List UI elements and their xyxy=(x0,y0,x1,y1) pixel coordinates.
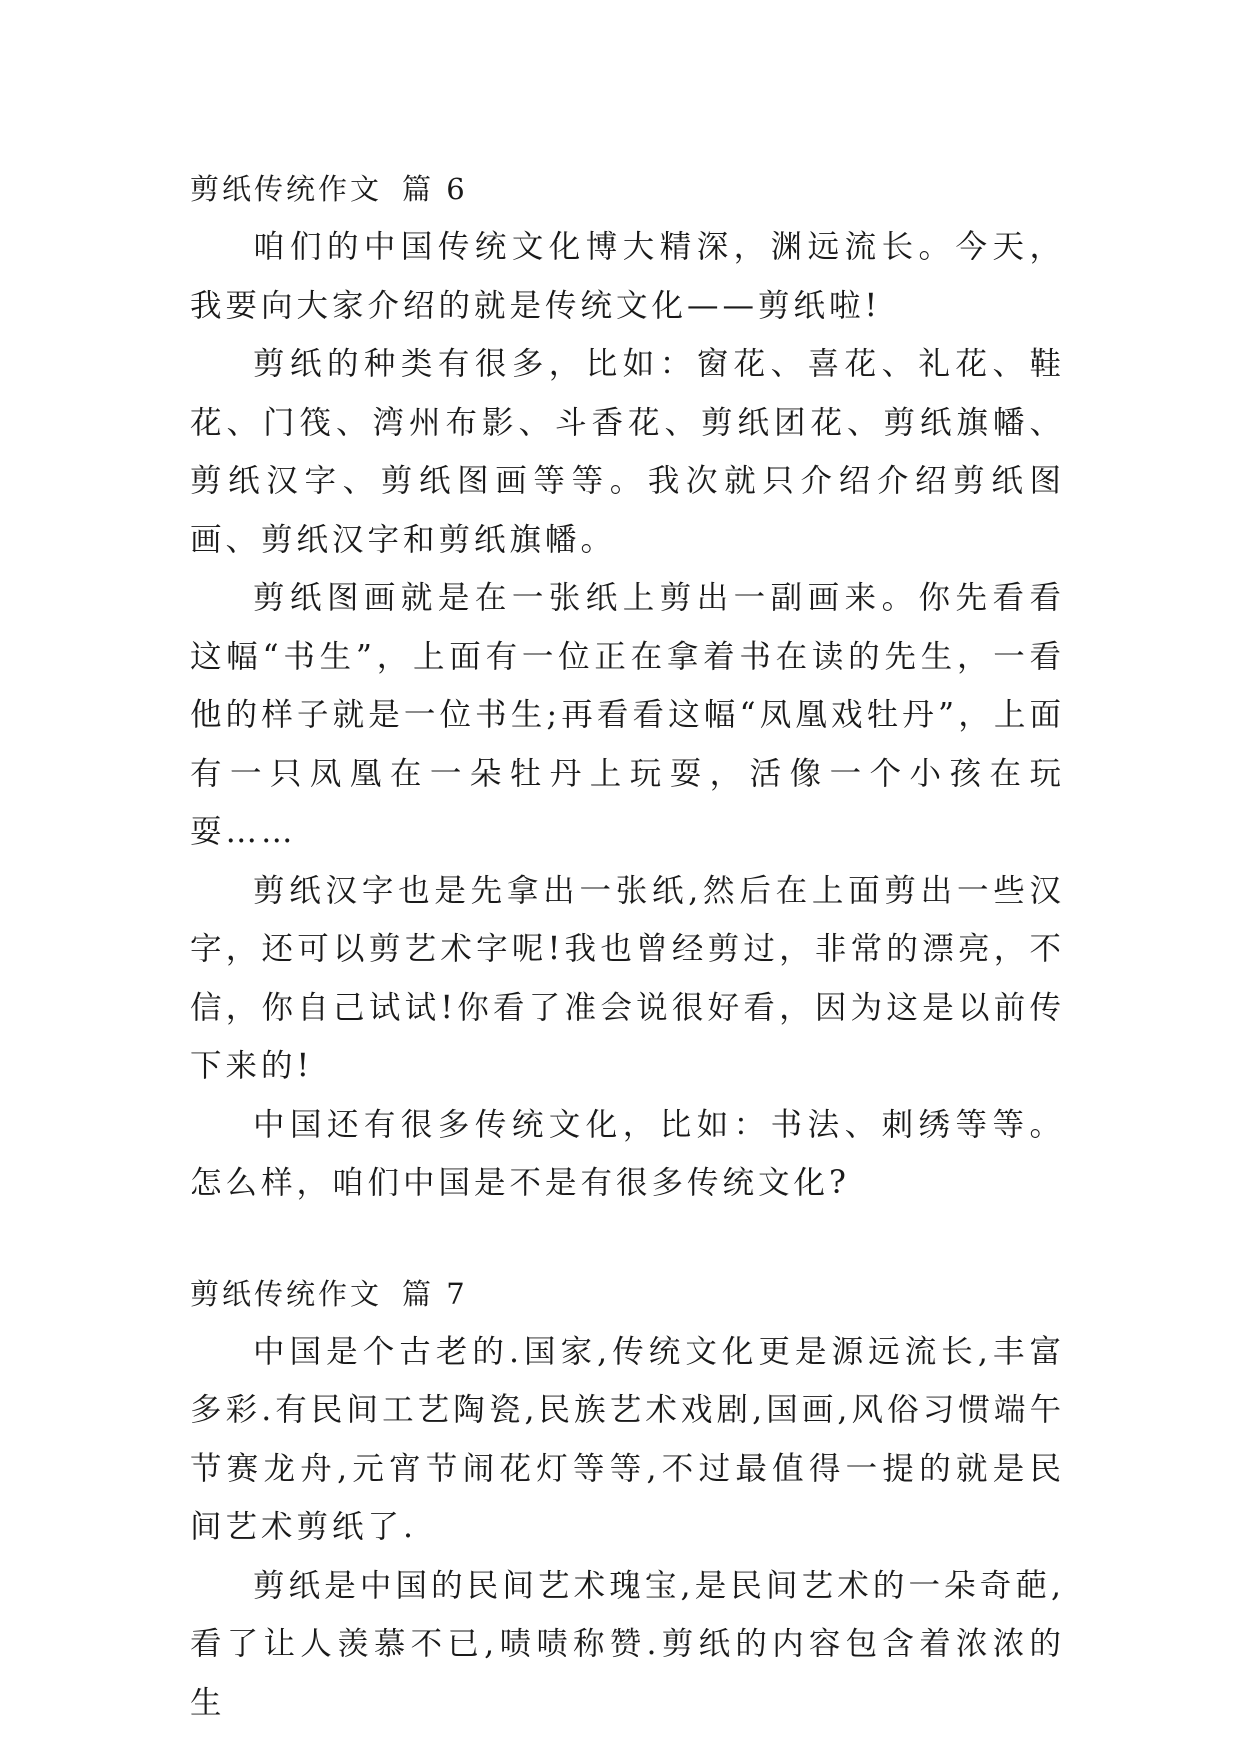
essay-section-6 xyxy=(190,160,1065,1213)
paragraph: 剪纸是中国的民间艺术瑰宝,是民间艺术的一朵奇葩,看了让人羡慕不已,啧啧称赞.剪纸的内容包含着浓浓的生 xyxy=(190,1567,1065,1721)
paragraph: 中国是个古老的.国家,传统文化更是源远流长,丰富多彩.有民间工艺陶瓷,民族艺术戏剧,国画,风俗习惯端午节赛龙舟,元宵节闹花灯等等,不过最值得一提的就是民间艺术剪纸了. xyxy=(190,1333,1065,1545)
section-heading xyxy=(190,1265,1065,1323)
paragraph: 剪纸图画就是在一张纸上剪出一副画来。你先看看这幅“书生”，上面有一位正在拿着书在读的先生，一看他的样子就是一位书生;再看看这幅“凤凰戏牡丹”，上面有一只凤凰在一朵牡丹上玩耍，活像一个小孩在玩耍…… xyxy=(190,580,1065,850)
paragraph: 咱们的中国传统文化博大精深，渊远流长。今天，我要向大家介绍的就是传统文化——剪纸啦! xyxy=(190,229,1065,324)
paragraph: 剪纸汉字也是先拿出一张纸,然后在上面剪出一些汉字，还可以剪艺术字呢!我也曾经剪过，非常的漂亮，不信，你自己试试!你看了准会说很好看，因为这是以前传下来的! xyxy=(190,872,1065,1084)
essay-section-7 xyxy=(190,1265,1065,1733)
section-heading xyxy=(190,160,1065,218)
paragraph: 剪纸的种类有很多，比如：窗花、喜花、礼花、鞋花、门筏、湾州布影、斗香花、剪纸团花、剪纸旗幡、剪纸汉字、剪纸图画等等。我次就只介绍介绍剪纸图画、剪纸汉字和剪纸旗幡。 xyxy=(190,346,1065,558)
heading-title: 剪纸传统作文 xyxy=(190,1276,383,1311)
heading-title: 剪纸传统作文 xyxy=(190,172,383,206)
heading-number: 篇 7 xyxy=(402,1276,468,1311)
heading-number: 篇 6 xyxy=(402,172,468,206)
document-body xyxy=(190,160,1065,1732)
paragraph: 中国还有很多传统文化，比如：书法、刺绣等等。怎么样，咱们中国是不是有很多传统文化? xyxy=(190,1106,1065,1201)
